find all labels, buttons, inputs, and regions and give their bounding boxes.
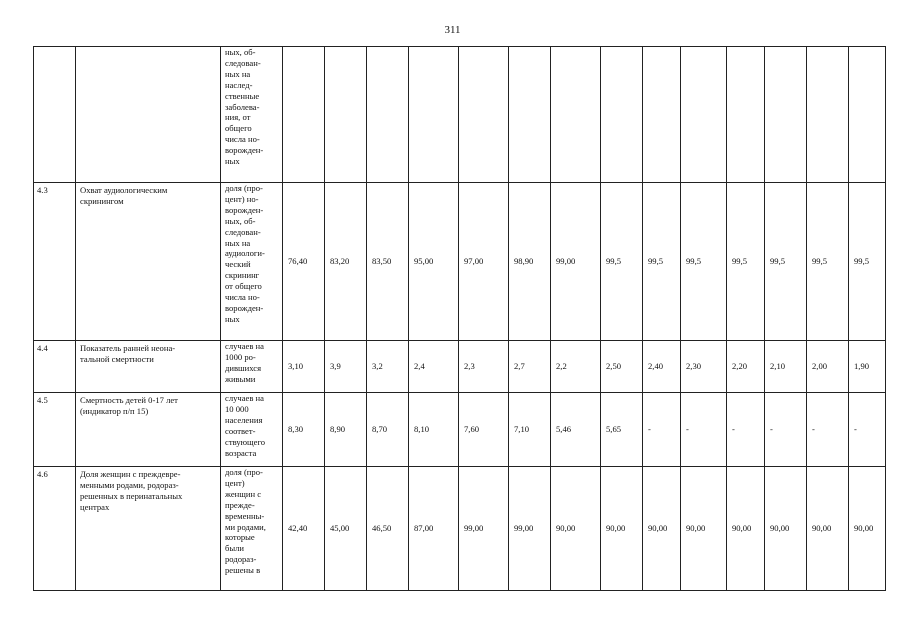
value-cell: 87,00 [409, 467, 459, 591]
value-cell [409, 47, 459, 183]
table-row [34, 467, 886, 591]
value-cell [459, 47, 509, 183]
value-cell: 2,50 [601, 341, 643, 393]
value-cell: 76,40 [283, 183, 325, 341]
value-cell [509, 47, 551, 183]
value-cell: 3,10 [283, 341, 325, 393]
value-cell: 99,5 [849, 183, 886, 341]
row-name: Охват аудиологическим скринингом [76, 183, 221, 341]
value-cell: 99,5 [807, 183, 849, 341]
value-cell: - [681, 393, 727, 467]
value-cell: 8,30 [283, 393, 325, 467]
value-cell: 90,00 [551, 467, 601, 591]
value-cell: 90,00 [681, 467, 727, 591]
value-cell: 83,50 [367, 183, 409, 341]
row-code [34, 47, 76, 183]
value-cell: - [807, 393, 849, 467]
value-cell [601, 47, 643, 183]
value-cell: 95,00 [409, 183, 459, 341]
value-cell: 99,5 [727, 183, 765, 341]
value-cell: 90,00 [643, 467, 681, 591]
value-cell: 2,20 [727, 341, 765, 393]
row-name: Смертность детей 0-17 лет (индикатор п/п 15) [76, 393, 221, 467]
value-cell: 2,4 [409, 341, 459, 393]
table-row [34, 183, 886, 341]
row-code: 4.4 [34, 341, 76, 393]
value-cell: 90,00 [765, 467, 807, 591]
value-cell: 2,30 [681, 341, 727, 393]
value-cell: 99,00 [459, 467, 509, 591]
value-cell: 99,5 [601, 183, 643, 341]
table-row [34, 341, 886, 393]
indicators-table [33, 46, 886, 591]
value-cell: 45,00 [325, 467, 367, 591]
value-cell: 8,70 [367, 393, 409, 467]
row-name [76, 47, 221, 183]
value-cell: 90,00 [727, 467, 765, 591]
value-cell: 97,00 [459, 183, 509, 341]
value-cell: 99,5 [681, 183, 727, 341]
row-unit: ных, об- следован- ных на наслед- ственные заболева- ния, от общего числа но- ворожден- ных [221, 47, 283, 183]
row-code: 4.5 [34, 393, 76, 467]
value-cell: - [643, 393, 681, 467]
value-cell: 3,9 [325, 341, 367, 393]
value-cell: 5,46 [551, 393, 601, 467]
value-cell [283, 47, 325, 183]
row-unit: случаев на 10 000 населения соответ- ствующего возраста [221, 393, 283, 467]
value-cell: 90,00 [601, 467, 643, 591]
value-cell [367, 47, 409, 183]
value-cell [325, 47, 367, 183]
page-number: 311 [444, 24, 461, 36]
value-cell: 90,00 [849, 467, 886, 591]
value-cell: - [765, 393, 807, 467]
value-cell: - [849, 393, 886, 467]
value-cell [681, 47, 727, 183]
row-code: 4.6 [34, 467, 76, 591]
value-cell: 2,3 [459, 341, 509, 393]
value-cell: 2,7 [509, 341, 551, 393]
value-cell [551, 47, 601, 183]
value-cell: 8,90 [325, 393, 367, 467]
value-cell: 90,00 [807, 467, 849, 591]
value-cell: - [727, 393, 765, 467]
value-cell: 2,10 [765, 341, 807, 393]
value-cell [807, 47, 849, 183]
value-cell: 2,2 [551, 341, 601, 393]
row-unit: доля (про- цент) но- ворожден- ных, об- следован- ных на аудиологи- ческий скрининг от общего числа но- ворожден- ных [221, 183, 283, 341]
value-cell: 99,5 [765, 183, 807, 341]
row-name: Показатель ранней неона- тальной смертности [76, 341, 221, 393]
value-cell: 2,40 [643, 341, 681, 393]
value-cell: 2,00 [807, 341, 849, 393]
value-cell [643, 47, 681, 183]
value-cell: 46,50 [367, 467, 409, 591]
value-cell: 5,65 [601, 393, 643, 467]
row-name: Доля женщин с преждевре- менными родами, родораз- решенных в перинатальных центрах [76, 467, 221, 591]
value-cell: 3,2 [367, 341, 409, 393]
value-cell: 99,00 [551, 183, 601, 341]
value-cell: 42,40 [283, 467, 325, 591]
row-code: 4.3 [34, 183, 76, 341]
row-unit: доля (про- цент) женщин с прежде- временны- ми родами, которые были родораз- решены в [221, 467, 283, 591]
value-cell: 99,00 [509, 467, 551, 591]
value-cell: 83,20 [325, 183, 367, 341]
value-cell [727, 47, 765, 183]
value-cell: 7,10 [509, 393, 551, 467]
value-cell: 7,60 [459, 393, 509, 467]
value-cell [849, 47, 886, 183]
table-row [34, 47, 886, 183]
value-cell: 8,10 [409, 393, 459, 467]
value-cell: 1,90 [849, 341, 886, 393]
row-unit: случаев на 1000 ро- дившихся живыми [221, 341, 283, 393]
table-row [34, 393, 886, 467]
value-cell [765, 47, 807, 183]
value-cell: 99,5 [643, 183, 681, 341]
value-cell: 98,90 [509, 183, 551, 341]
